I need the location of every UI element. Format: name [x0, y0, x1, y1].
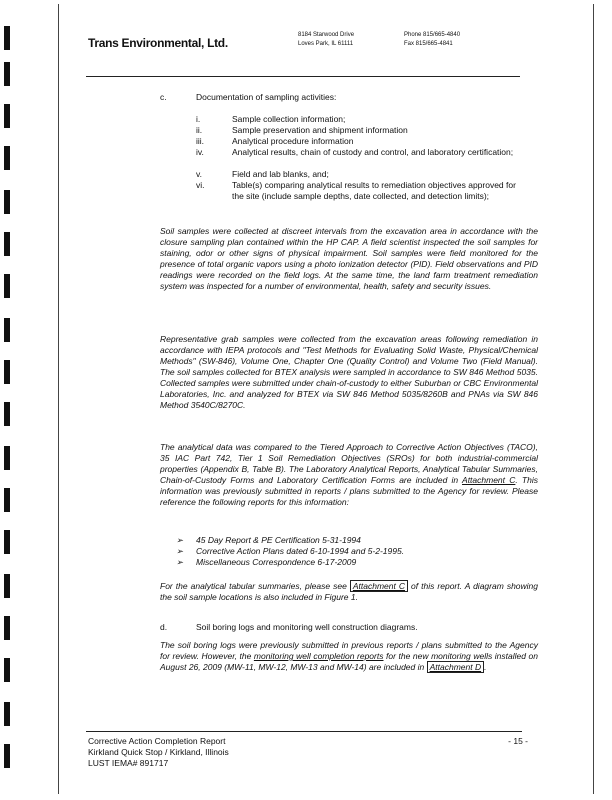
- binder-hole: [4, 402, 10, 426]
- list-item-number: i.: [196, 114, 201, 124]
- list-item: Sample preservation and shipment information: [232, 125, 408, 135]
- binder-hole: [4, 318, 10, 342]
- footer-report-title: Corrective Action Completion Report: [88, 736, 226, 746]
- header-divider: [86, 76, 520, 77]
- list-item: Sample collection information;: [232, 114, 346, 124]
- section-d-letter: d.: [160, 622, 168, 632]
- report-reference: Corrective Action Plans dated 6-10-1994 and 5-2-1995.: [196, 546, 405, 556]
- binder-hole: [4, 232, 10, 256]
- company-name: Trans Environmental, Ltd.: [88, 36, 228, 50]
- letterhead: [0, 26, 612, 86]
- paragraph-soil-samples: Soil samples were collected at discreet intervals from the excavation area in accordance with the closure sampling plan contained within the HP CAP. A field scientist inspected the soil samples for staining, odor or other signs of physical impairment. Soil samples were field monitored for the presence of total organic vapors using a photo ionization detector (PID). Field observations and PID readings were recorded on the field logs. At the same time, the land farm treatment remediation system was inspected for a number of environmental, health, safety and security issues.: [160, 226, 538, 291]
- binder-hole: [4, 616, 10, 640]
- report-reference: Miscellaneous Correspondence 6-17-2009: [196, 557, 357, 567]
- paragraph-text: For the analytical tabular summaries, please see: [160, 581, 350, 591]
- paragraph-text: for the new monitoring wells installed on August 26, 2009 (MW-11, MW-12, MW-13 and MW-14) are included in: [160, 651, 538, 672]
- paragraph-text: . This information was previously submitted in reports / plans submitted to the Agency for review. Please reference the following reports for this information:: [160, 475, 538, 507]
- paragraph-tabular-summaries: [160, 581, 538, 603]
- list-item: Analytical procedure information: [232, 136, 354, 146]
- binder-hole: [4, 658, 10, 682]
- attachment-d-link[interactable]: Attachment D: [427, 661, 485, 673]
- phone-number: Phone 815/665-4840: [404, 32, 461, 38]
- section-d-title: Soil boring logs and monitoring well construction diagrams.: [196, 622, 418, 632]
- list-item-number: ii.: [196, 125, 203, 135]
- attachment-c-link[interactable]: Attachment C: [350, 580, 408, 592]
- section-c-letter: c.: [160, 92, 167, 102]
- paragraph-grab-samples: Representative grab samples were collected from the excavation areas following remediation in accordance with IEPA protocols and "Test Methods for Evaluating Solid Waste, Physical/Chemical Methods" (SW-846), Volume One, Chapter One (Quality Control) and Volume Two (Field Manual). The soil samples collected for BTEX analysis were sampled in accordance to SW 846 Method 5035. Collected samples were submitted under chain-of-custody to either Suburban or CBC Environmental Laboratories, Inc. and analyzed for BTEX via SW 846 Method 5035/8260B and PNAs via SW 846 Method 3540C/8270C.: [160, 334, 538, 410]
- footer-incident-number: LUST IEMA# 891717: [88, 758, 169, 768]
- binder-hole: [4, 530, 10, 554]
- section-c-title: Documentation of sampling activities:: [196, 92, 337, 102]
- list-item: Field and lab blanks, and;: [232, 169, 329, 179]
- binder-hole: [4, 360, 10, 384]
- address-line: Loves Park, IL 61111: [298, 41, 354, 47]
- paragraph-text: The analytical data was compared to the Tiered Approach to Corrective Action Objectives (TACO), 35 IAC Part 742, Tier 1 Soil Remediation Objectives (SROs) for both industrial-commercial properties (Appendix B, Table B). The Laboratory Analytical Reports, Analytical Tabular Summaries, Chain-of-Custody Forms and Laboratory Certification Forms are included in: [160, 442, 538, 485]
- well-completion-reports-link[interactable]: monitoring well completion reports: [253, 651, 384, 661]
- paragraph-boring-logs: [160, 640, 538, 673]
- report-reference: 45 Day Report & PE Certification 5-31-1994: [196, 535, 361, 545]
- binder-hole: [4, 574, 10, 598]
- paragraph-text: of this report. A diagram showing the soil sample locations is also included in Figure 1.: [160, 581, 539, 602]
- address-line: 8184 Starwood Drive: [298, 32, 355, 38]
- binder-hole: [4, 274, 10, 298]
- bullet-arrow-icon: ➢: [176, 557, 184, 567]
- list-item: Analytical results, chain of custody and control, and laboratory certification;: [232, 147, 514, 157]
- footer-site-name: Kirkland Quick Stop / Kirkland, Illinois: [88, 747, 229, 757]
- bullet-arrow-icon: ➢: [176, 535, 184, 545]
- list-item-number: iii.: [196, 136, 205, 146]
- bullet-arrow-icon: ➢: [176, 546, 184, 556]
- paragraph-text: The soil boring logs were previously submitted in previous reports / plans submitted to the Agency for review. However, the: [160, 640, 538, 661]
- binder-hole: [4, 702, 10, 726]
- binder-hole: [4, 446, 10, 470]
- footer-divider: [86, 731, 522, 732]
- fax-number: Fax 815/665-4841: [404, 41, 453, 47]
- page-footer: [88, 736, 528, 769]
- list-item-number: vi.: [196, 180, 205, 190]
- paragraph-text: .: [484, 662, 487, 672]
- company-contact: [404, 31, 460, 49]
- list-item-number: iv.: [196, 147, 204, 157]
- list-item: Table(s) comparing analytical results to remediation objectives approved for the site (include sample depths, date collected, and detection limits);: [232, 180, 516, 201]
- page-number: - 15 -: [508, 736, 528, 746]
- binder-hole: [4, 488, 10, 512]
- binder-hole: [4, 146, 10, 170]
- binder-hole: [4, 190, 10, 214]
- list-item-number: v.: [196, 169, 202, 179]
- attachment-c-link[interactable]: Attachment C: [462, 475, 516, 485]
- binder-hole: [4, 104, 10, 128]
- binder-hole: [4, 744, 10, 768]
- paragraph-analytical-data: [160, 442, 538, 508]
- company-address: [298, 31, 354, 49]
